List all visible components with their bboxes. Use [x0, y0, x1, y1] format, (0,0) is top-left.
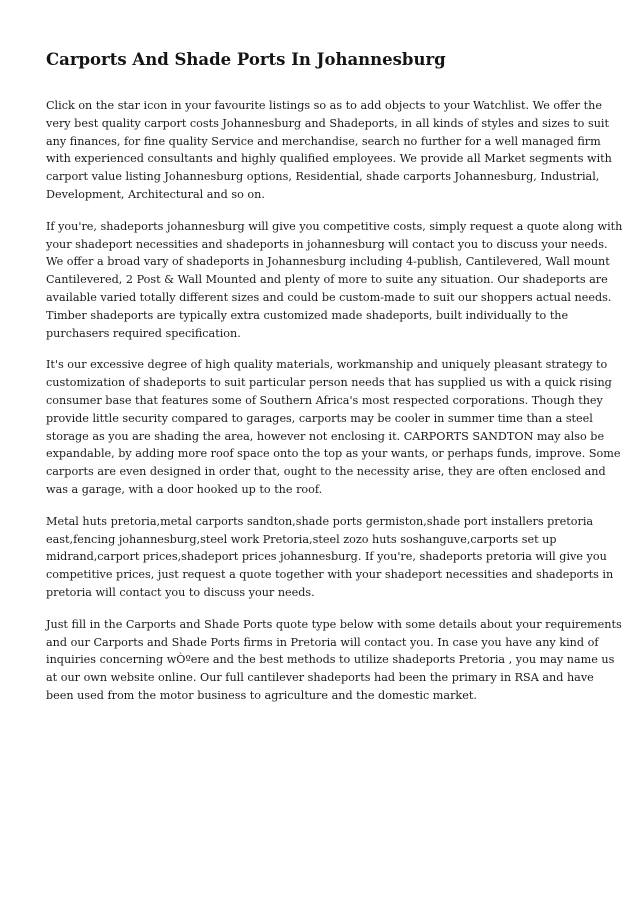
paragraph-line: at our own website online. Our full cantilever shadeports had been the primary in RSA and have: [46, 671, 594, 685]
paragraph-line: Metal huts pretoria,metal carports sandton,shade ports germiston,shade port installers pretoria: [46, 514, 594, 528]
paragraph-line: consumer base that features some of Southern Africa's most respected corporations. Though they: [46, 393, 603, 407]
paragraph-line: carport value listing Johannesburg options, Residential, shade carports Johannesburg, Industrial,: [46, 170, 600, 184]
paragraph-line: storage as you are shading the area, however not enclosing it. CARPORTS SANDTON may also be: [46, 429, 605, 443]
paragraph-line: provide little security compared to garages, carports may be cooler in summer time than a steel: [46, 411, 593, 425]
paragraph-line: Click on the star icon in your favourite listings so as to add objects to your Watchlist. We offer the: [46, 99, 602, 112]
paragraph: [46, 356, 621, 498]
paragraph-line: carports are even designed in order that, ought to the necessity arise, they are often enclosed and: [46, 465, 606, 479]
paragraph-line: was a garage, with a door hooked up to the roof.: [46, 482, 323, 496]
paragraph-line: any finances, for fine quality Service and merchandise, search no further for a well managed firm: [46, 134, 601, 148]
paragraph-line: available varied totally different sizes and could be custom-made to suit our shoppers actual needs.: [46, 290, 612, 304]
paragraph-line: been used from the motor business to agriculture and the domestic market.: [46, 688, 477, 702]
paragraph-line: customization of shadeports to suit particular person needs that has supplied us with a quick rising: [46, 376, 612, 390]
paragraph: [46, 97, 612, 204]
paragraph-line: expandable, by adding more roof space onto the top as your wants, or perhaps funds, improve. Some: [46, 447, 621, 461]
document-body: [46, 97, 623, 719]
paragraph-line: We offer a broad vary of shadeports in Johannesburg including 4-publish, Cantilevered, Wall mount: [46, 255, 610, 269]
paragraph-line: competitive prices, just request a quote together with your shadeport necessities and shadeports in: [46, 568, 614, 582]
paragraph-line: It's our excessive degree of high quality materials, workmanship and uniquely pleasant strategy to: [46, 358, 608, 372]
paragraph-line: Just fill in the Carports and Shade Ports quote type below with some details about your requirements: [46, 617, 622, 631]
paragraph-line: If you're, shadeports johannesburg will give you competitive costs, simply request a quote along with: [46, 219, 623, 233]
paragraph-line: inquiries concerning wÒºere and the best methods to utilize shadeports Pretoria , you may name us: [46, 653, 615, 667]
paragraph-line: your shadeport necessities and shadeports in johannesburg will contact you to discuss your needs.: [46, 237, 608, 251]
paragraph-line: east,fencing johannesburg,steel work Pretoria,steel zozo huts soshanguve,carports set up: [46, 532, 557, 546]
paragraph: [46, 218, 623, 343]
paragraph-line: purchasers required specification.: [46, 326, 241, 340]
paragraph-line: Cantilevered, 2 Post & Wall Mounted and plenty of more to suite any situation. Our shadeports are: [46, 273, 608, 287]
paragraph-line: and our Carports and Shade Ports firms in Pretoria will contact you. In case you have any kind of: [46, 635, 599, 649]
document-title: Carports And Shade Ports In Johannesburg: [46, 50, 446, 69]
paragraph-line: midrand,carport prices,shadeport prices johannesburg. If you're, shadeports pretoria will give you: [46, 550, 607, 564]
paragraph-line: with experienced consultants and highly qualified employees. We provide all Market segments with: [46, 152, 612, 166]
paragraph-line: Timber shadeports are typically extra customized made shadeports, built individually to the: [46, 308, 569, 322]
paragraph-line: pretoria will contact you to discuss your needs.: [46, 585, 315, 599]
paragraph-line: very best quality carport costs Johannesburg and Shadeports, in all kinds of styles and sizes to suit: [46, 116, 609, 130]
paragraph-line: Development, Architectural and so on.: [46, 187, 265, 201]
paragraph: [46, 616, 622, 705]
paragraph: [46, 513, 614, 602]
